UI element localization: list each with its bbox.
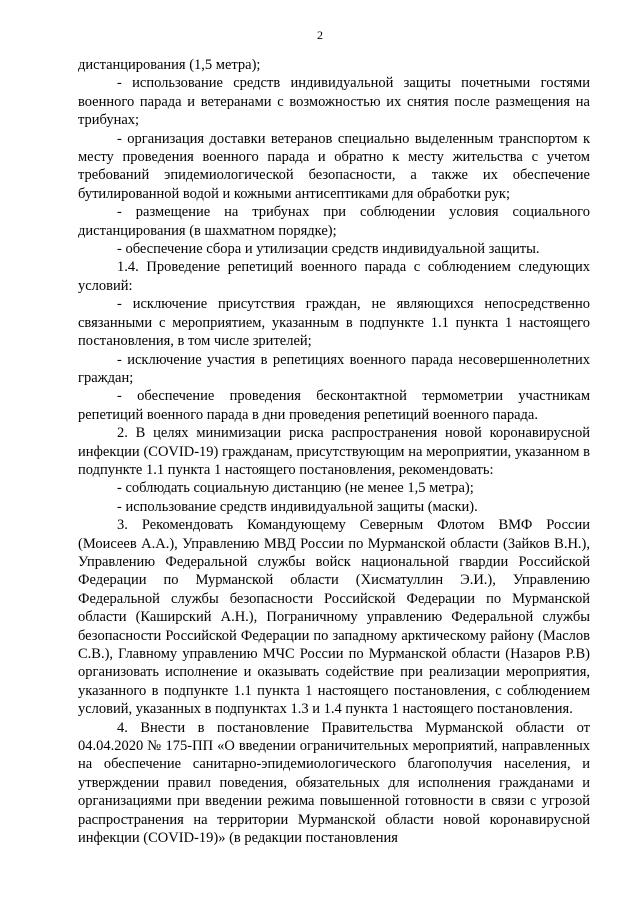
paragraph: - исключение присутствия граждан, не являющихся непосредственно связанными с мероприятием, указанным в подпункте 1.1 пункта 1 настоящего постановления, в том числе зрителей; xyxy=(78,296,590,350)
document-body xyxy=(78,56,590,847)
paragraph: 1.4. Проведение репетиций военного парада с соблюдением следующих условий: xyxy=(78,259,590,294)
paragraph: - обеспечение сбора и утилизации средств индивидуальной защиты. xyxy=(117,241,540,258)
paragraph: 3. Рекомендовать Командующему Северным Флотом ВМФ России (Моисеев А.А.), Управлению МВД России по Мурманской области (Зайков В.Н.), Управлению Федеральной службы войск национальной гвардии Российской Федерации по Мурманской области (Хисматуллин Э.И.), Управлению Федеральной службы безопасности Российской Федерации по Мурманской области (Каширский А.Н.), Пограничному управлению Федеральной службы безопасности Российской Федерации по западному арктическому району (Маслов С.В.), Главному управлению МЧС России по Мурманской области (Назаров Р.В) организовать исполнение и оказывать содействие при реализации мероприятия, указанного в подпункте 1.1 пункта 1 настоящего постановления, с соблюдением условий, указанных в подпунктах 1.3 и 1.4 пункта 1 настоящего постановления. xyxy=(78,517,590,718)
paragraph: - исключение участия в репетициях военного парада несовершеннолетних граждан; xyxy=(78,351,590,386)
paragraph: - размещение на трибунах при соблюдении условия социального дистанцирования (в шахматном порядке); xyxy=(78,204,590,239)
paragraph: - обеспечение проведения бесконтактной термометрии участникам репетиций военного парада в дни проведения репетиций военного парада. xyxy=(78,388,590,423)
paragraph: 2. В целях минимизации риска распространения новой коронавирусной инфекции (COVID-19) гражданам, присутствующим на мероприятии, указанном в подпункте 1.1 пункта 1 настоящего постановления, рекомендовать: xyxy=(78,425,590,478)
paragraph: - организация доставки ветеранов специально выделенным транспортом к месту проведения военного парада и обратно к месту жительства с учетом требований эпидемиологической безопасности, а также их обеспечение бутилированной водой и кожными антисептиками для обработки рук; xyxy=(78,130,590,202)
paragraph: 4. Внести в постановление Правительства Мурманской области от 04.04.2020 № 175-ПП «О введении ограничительных мероприятий, направленных на обеспечение санитарно-эпидемиологического благополучия населения, и утверждении правил поведения, обязательных для исполнения гражданами и организациями при введении режима повышенной готовности в связи с угрозой распространения на территории Мурманской области новой коронавирусной инфекции (COVID-19)» (в редакции постановления xyxy=(78,719,590,847)
paragraph: - использование средств индивидуальной защиты (маски). xyxy=(117,498,478,515)
paragraph: - использование средств индивидуальной защиты почетными гостями военного парада и ветеранами с возможностью их снятия после размещения на трибунах; xyxy=(78,75,590,129)
paragraph: - соблюдать социальную дистанцию (не менее 1,5 метра); xyxy=(117,480,474,497)
page-number: 2 xyxy=(317,28,323,42)
paragraph: дистанцирования (1,5 метра); xyxy=(78,57,261,73)
